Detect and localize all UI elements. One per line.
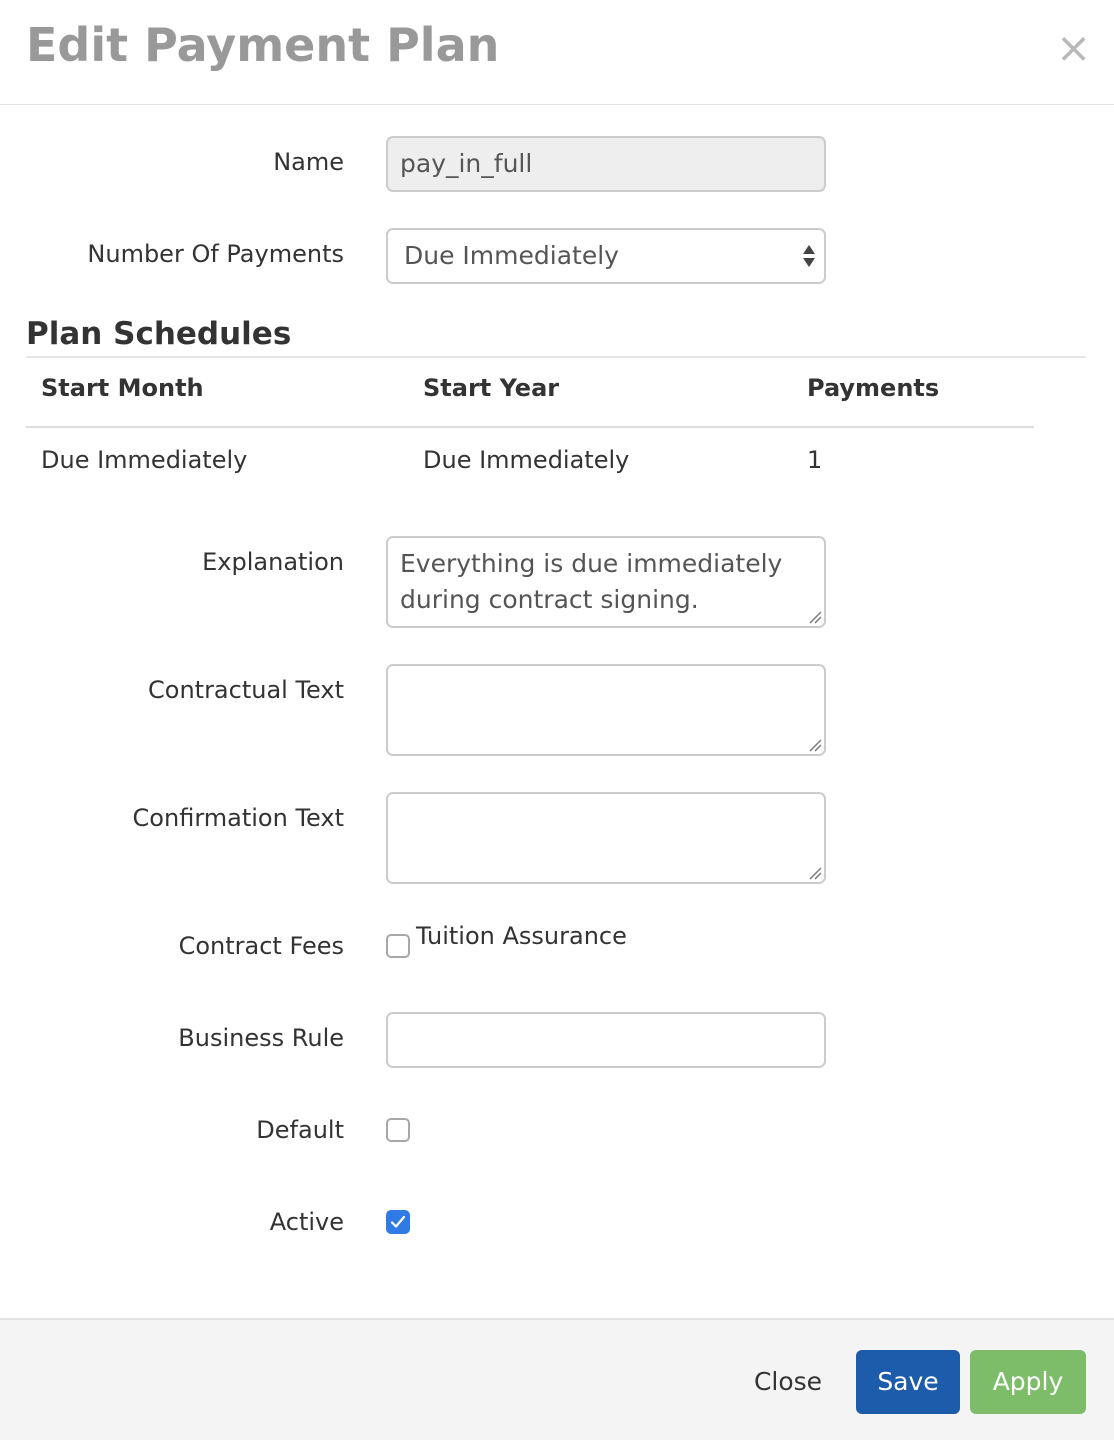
contract-fees-label: Contract Fees [178, 932, 344, 960]
active-label: Active [269, 1208, 344, 1236]
business-rule-input[interactable] [386, 1012, 826, 1068]
section-divider [26, 356, 1086, 358]
default-label: Default [256, 1116, 344, 1144]
plan-schedules-title: Plan Schedules [26, 316, 292, 352]
business-rule-label: Business Rule [178, 1024, 344, 1052]
cell-start-month: Due Immediately [41, 446, 248, 474]
name-input[interactable]: pay_in_full [386, 136, 826, 192]
cell-start-year: Due Immediately [423, 446, 630, 474]
tuition-assurance-checkbox[interactable] [386, 934, 410, 958]
save-button[interactable]: Save [856, 1350, 960, 1414]
explanation-textarea[interactable] [386, 536, 826, 628]
explanation-label: Explanation [202, 548, 344, 576]
checkmark-icon [390, 1214, 406, 1230]
close-button[interactable]: Close [753, 1367, 823, 1396]
explanation-text: Everything is due immediately during contract signing. [400, 549, 783, 614]
table-header-divider [26, 426, 1034, 428]
close-icon[interactable]: × [1056, 23, 1092, 72]
default-checkbox[interactable] [386, 1118, 410, 1142]
modal-header [0, 0, 1114, 105]
confirmation-text-textarea[interactable] [386, 792, 826, 884]
confirmation-text-label: Confirmation Text [132, 804, 344, 832]
cell-payments: 1 [807, 446, 823, 474]
column-header-start-month: Start Month [41, 374, 204, 402]
apply-button[interactable]: Apply [970, 1350, 1086, 1414]
number-of-payments-label: Number Of Payments [87, 240, 344, 268]
modal-footer [0, 1318, 1114, 1440]
column-header-payments: Payments [807, 374, 940, 402]
active-checkbox[interactable] [386, 1210, 410, 1234]
resize-grip-icon[interactable] [808, 610, 822, 624]
column-header-start-year: Start Year [423, 374, 560, 402]
resize-grip-icon[interactable] [808, 866, 822, 880]
number-of-payments-value: Due Immediately [404, 241, 619, 270]
number-of-payments-select[interactable] [386, 228, 826, 284]
tuition-assurance-label[interactable]: Tuition Assurance [416, 922, 627, 950]
name-label: Name [273, 148, 344, 176]
contractual-text-label: Contractual Text [148, 676, 344, 704]
contractual-text-textarea[interactable] [386, 664, 826, 756]
select-arrows-icon [802, 243, 816, 269]
modal-title: Edit Payment Plan [26, 18, 500, 72]
resize-grip-icon[interactable] [808, 738, 822, 752]
